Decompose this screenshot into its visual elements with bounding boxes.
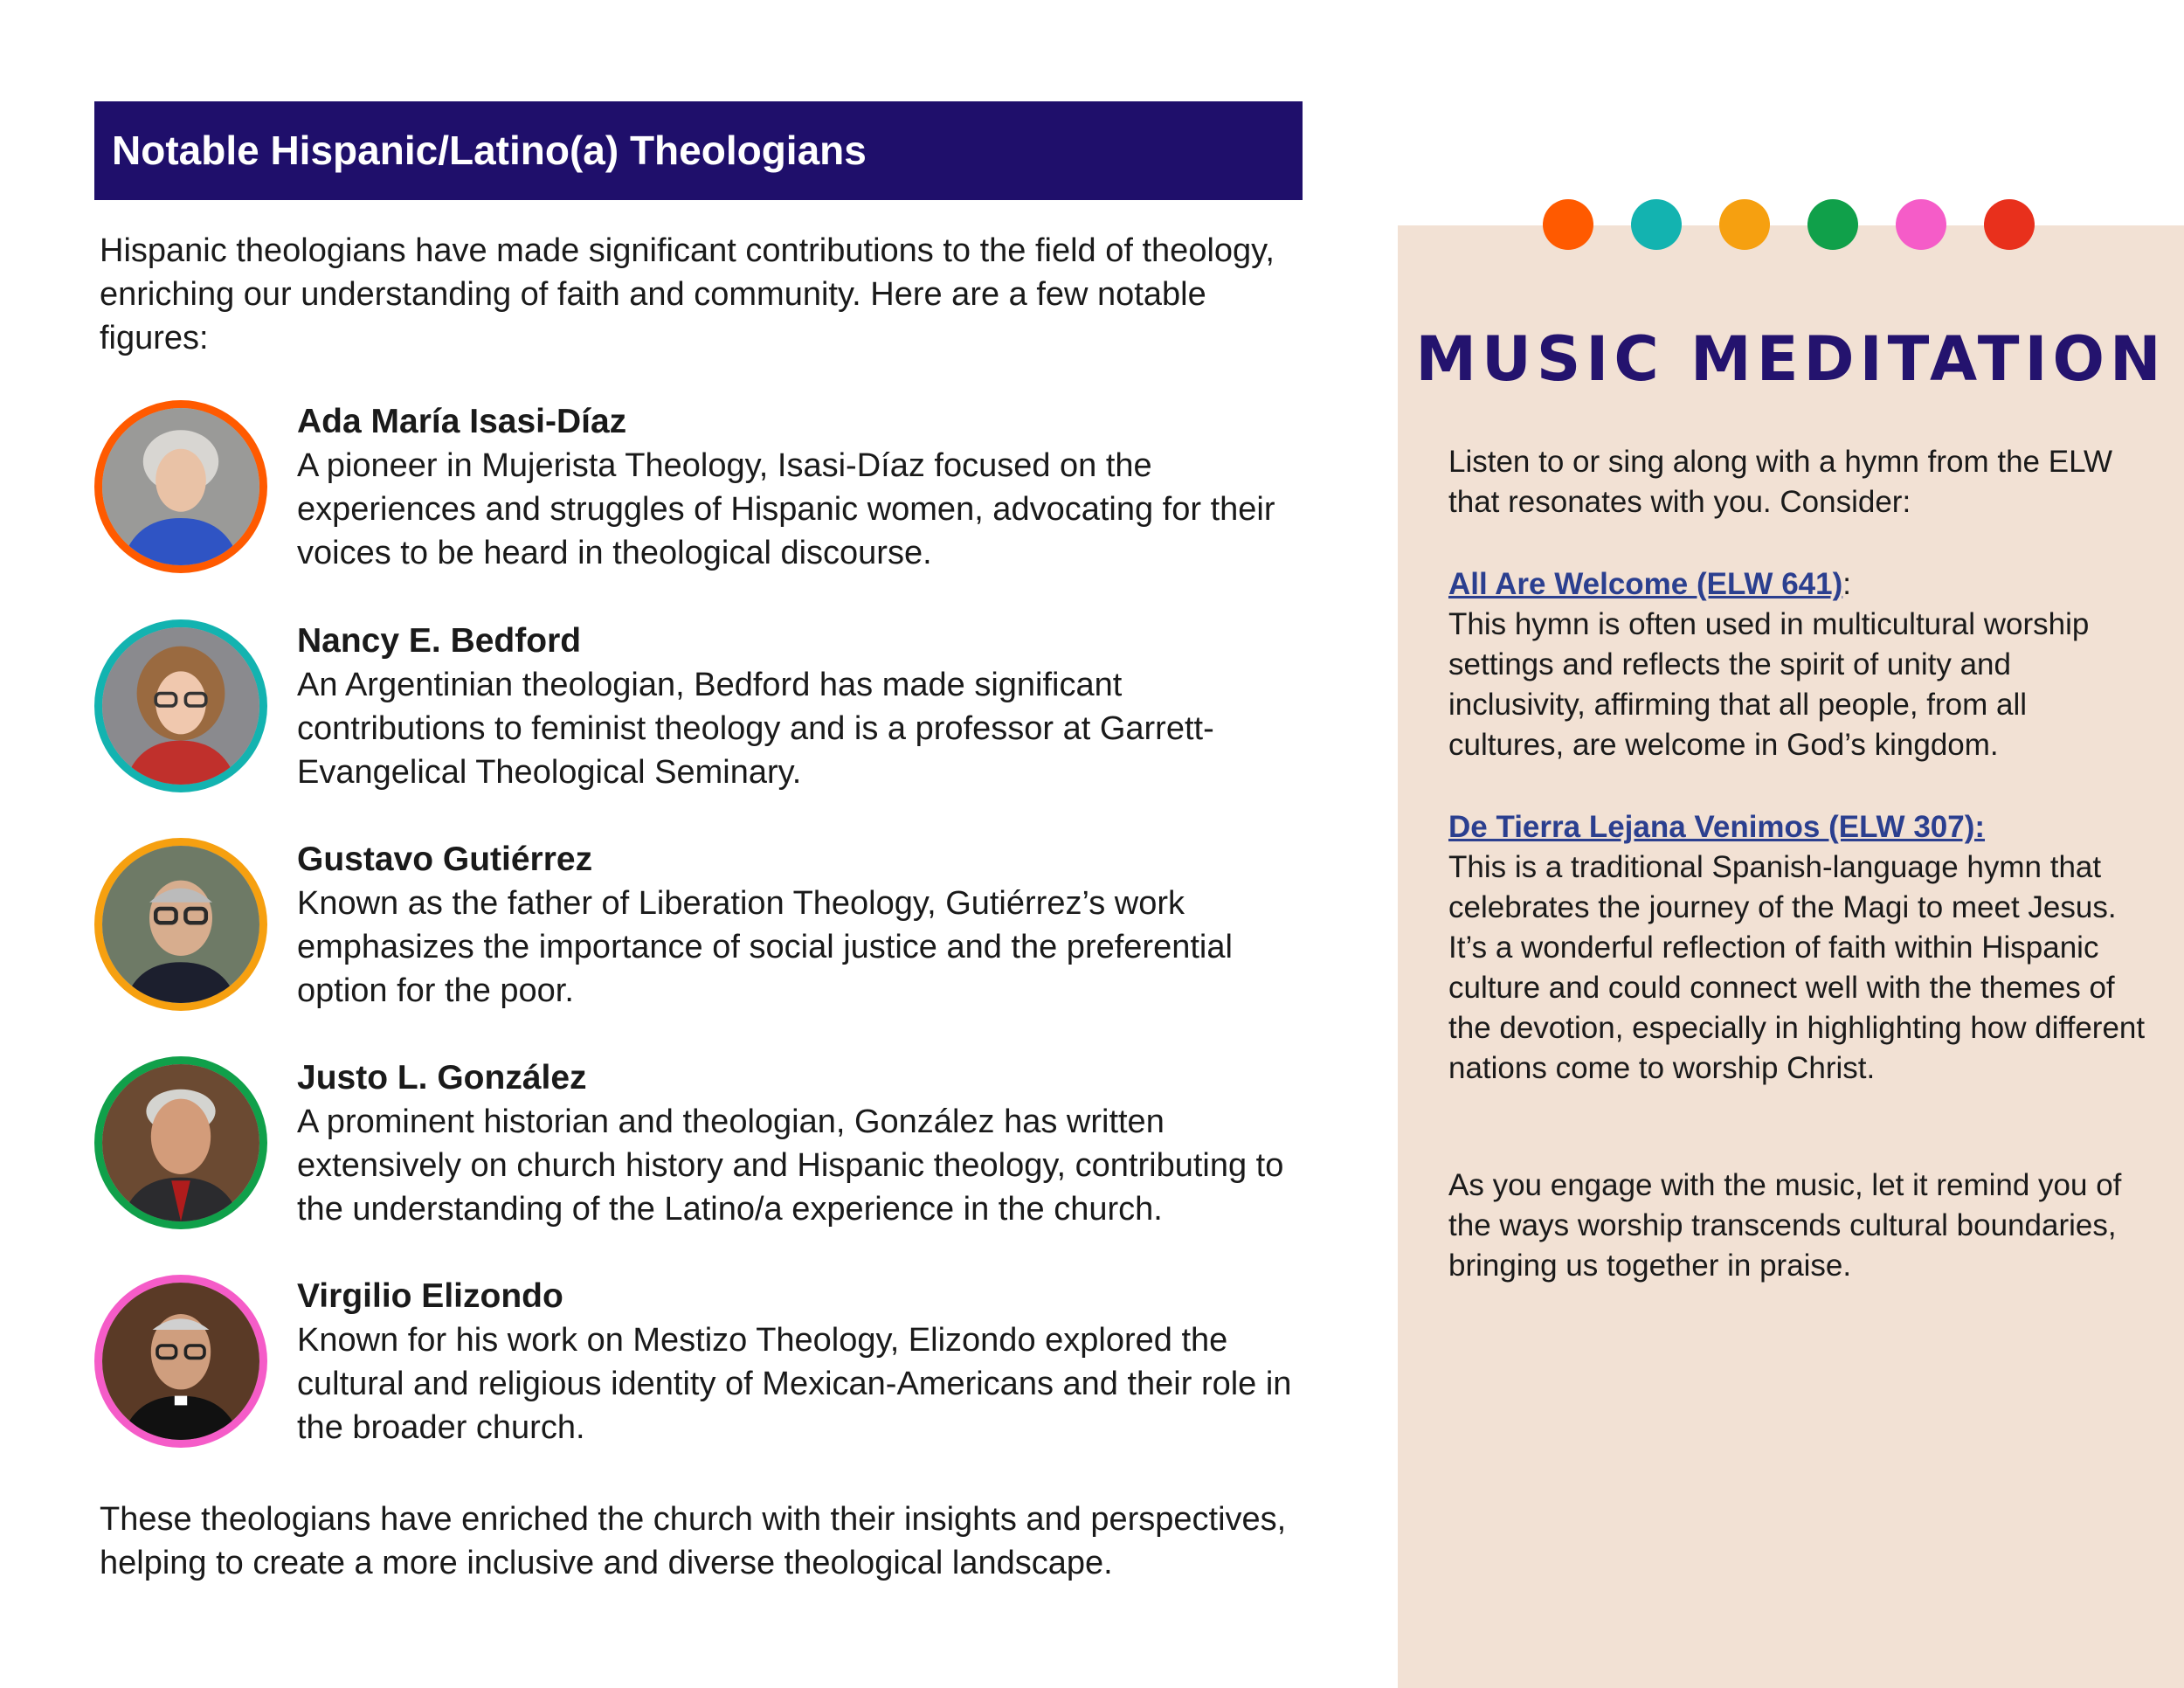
hymn-link-suffix: : xyxy=(1842,567,1851,601)
theologian-description: A pioneer in Mujerista Theology, Isasi-Díaz focused on the experiences and struggles of Hispanic women, advocating for their voices to be heard in theological discourse. xyxy=(297,447,1275,571)
dot-red xyxy=(1984,199,2035,250)
music-meditation-title: MUSIC MEDITATION xyxy=(1415,323,2167,395)
portrait-image xyxy=(102,627,259,785)
theologian-description: An Argentinian theologian, Bedford has made significant contributions to feminist theology and is a professor at Garrett-Evangelical Theological Seminary. xyxy=(297,667,1214,791)
portrait-gustavo-gutierrez xyxy=(94,838,267,1011)
dot-pink xyxy=(1896,199,1946,250)
theologian-description: A prominent historian and theologian, González has written extensively on church history and Hispanic theology, contributing to the understanding of the Latino/a experience in the church. xyxy=(297,1103,1284,1228)
outro-paragraph: These theologians have enriched the church with their insights and perspectives, helping to create a more inclusive and diverse theological landscape. xyxy=(100,1501,1287,1581)
portrait-image xyxy=(102,408,259,565)
theologian-description: Known as the father of Liberation Theology, Gutiérrez’s work emphasizes the importance of social justice and the preferential option for the poor. xyxy=(297,885,1233,1009)
hymn-description: This hymn is often used in multicultural worship settings and reflects the spirit of unity and inclusivity, affirming that all people, from all cultures, are welcome in God’s kingdom. xyxy=(1448,607,2090,762)
music-meditation-panel xyxy=(1398,225,2184,1688)
hymn-entry xyxy=(1448,564,2147,765)
portrait-justo-l-gonzalez xyxy=(94,1056,267,1229)
portrait-image xyxy=(102,1064,259,1221)
theologian-name: Nancy E. Bedford xyxy=(297,622,582,660)
section-title: Notable Hispanic/Latino(a) Theologians xyxy=(94,101,1303,200)
closing-paragraph: As you engage with the music, let it remind you of the ways worship transcends cultural boundaries, bringing us together in praise. xyxy=(1448,1168,2122,1283)
theologian-entry xyxy=(94,400,1317,584)
portrait-virgilio-elizondo xyxy=(94,1275,267,1448)
portrait-image xyxy=(102,1283,259,1440)
theologian-entry xyxy=(94,838,1317,1021)
theologian-name: Ada María Isasi-Díaz xyxy=(297,403,627,440)
dot-green xyxy=(1807,199,1858,250)
theologian-name: Virgilio Elizondo xyxy=(297,1277,563,1315)
portrait-ada-maria-isasi-diaz xyxy=(94,400,267,573)
hymn-link-all-are-welcome[interactable]: All Are Welcome (ELW 641) xyxy=(1448,567,1843,601)
dot-amber xyxy=(1719,199,1770,250)
dot-teal xyxy=(1631,199,1682,250)
theologian-description: Known for his work on Mestizo Theology, Elizondo explored the cultural and religious identity of Mexican-Americans and their role in the broader church. xyxy=(297,1322,1292,1446)
theologian-name: Justo L. González xyxy=(297,1059,587,1097)
theologian-name: Gustavo Gutiérrez xyxy=(297,841,593,878)
dot-orange xyxy=(1543,199,1593,250)
hymn-description: This is a traditional Spanish-language hymn that celebrates the journey of the Magi to meet Jesus. It’s a wonderful reflection of faith within Hispanic culture and could connect well with the themes of the devotion, especially in highlighting how different nations come to worship Christ. xyxy=(1448,850,2146,1085)
portrait-nancy-e-bedford xyxy=(94,619,267,792)
theologian-entry xyxy=(94,1056,1317,1240)
hymn-link-de-tierra-lejana-venimos[interactable]: De Tierra Lejana Venimos (ELW 307): xyxy=(1448,810,1986,844)
portrait-image xyxy=(102,846,259,1003)
decorative-dots xyxy=(1543,199,2067,252)
hymn-entry xyxy=(1448,807,2147,1089)
theologian-entry xyxy=(94,619,1317,803)
meditation-intro: Listen to or sing along with a hymn from the ELW that resonates with you. Consider: xyxy=(1448,445,2112,519)
theologian-entry xyxy=(94,1275,1317,1458)
intro-paragraph: Hispanic theologians have made significant contributions to the field of theology, enriching our understanding of faith and community. Here are a few notable figures: xyxy=(100,232,1275,356)
